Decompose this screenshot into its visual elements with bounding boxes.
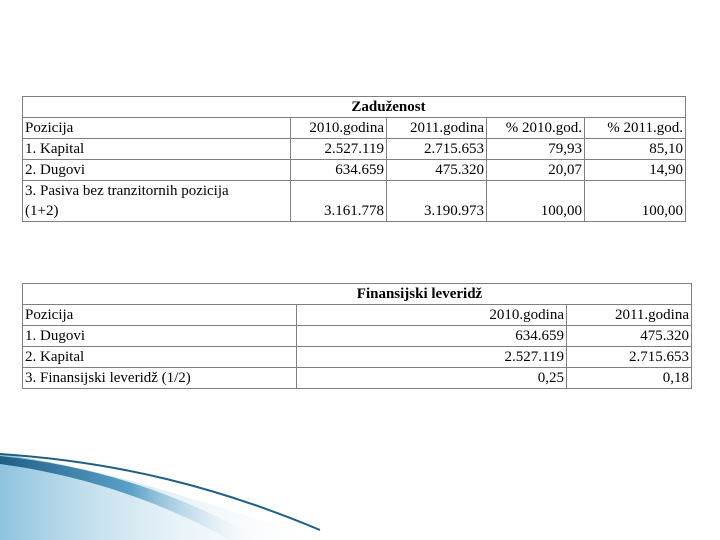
row-label: 1. Dugovi (23, 326, 297, 347)
table-header-row (23, 305, 692, 326)
indebtedness-table (22, 96, 686, 222)
table-title-row (23, 284, 692, 305)
pct-2011: 85,10 (585, 139, 686, 160)
row-label (23, 181, 291, 222)
value-2010: 3.161.778 (291, 181, 387, 222)
value-2010: 2.527.119 (297, 347, 567, 368)
empty-cell (567, 284, 692, 305)
row-label: 2. Dugovi (23, 160, 291, 181)
value-2011: 3.190.973 (387, 181, 487, 222)
table-row (23, 326, 692, 347)
header-position: Pozicija (23, 118, 291, 139)
pct-2011: 100,00 (585, 181, 686, 222)
table-header-row (23, 118, 686, 139)
value-2011: 2.715.653 (387, 139, 487, 160)
header-2011: 2011.godina (567, 305, 692, 326)
pct-2010: 100,00 (487, 181, 585, 222)
table-row (23, 139, 686, 160)
header-position: Pozicija (23, 305, 297, 326)
empty-cell (23, 284, 273, 305)
value-2010: 634.659 (297, 326, 567, 347)
financial-leverage-table (22, 283, 692, 389)
empty-cell (271, 97, 291, 118)
value-2011: 0,18 (567, 368, 692, 389)
header-2011: 2011.godina (387, 118, 487, 139)
pct-2010: 79,93 (487, 139, 585, 160)
header-pct-2010: % 2010.god. (487, 118, 585, 139)
value-2011: 475.320 (387, 160, 487, 181)
empty-cell (23, 97, 271, 118)
row-label: 1. Kapital (23, 139, 291, 160)
table-title: Zaduženost (291, 97, 487, 118)
header-2010: 2010.godina (297, 305, 567, 326)
row-label-line2: (1+2) (25, 203, 59, 219)
value-2011: 2.715.653 (567, 347, 692, 368)
table-row (23, 347, 692, 368)
pct-2011: 14,90 (585, 160, 686, 181)
table-row (23, 160, 686, 181)
row-label-line1: 3. Pasiva bez tranzitornih pozicija (25, 183, 229, 199)
pct-2010: 20,07 (487, 160, 585, 181)
row-label: 3. Finansijski leveridž (1/2) (23, 368, 297, 389)
value-2010: 634.659 (291, 160, 387, 181)
empty-cell (487, 97, 585, 118)
decorative-swoosh (0, 440, 720, 540)
value-2011: 475.320 (567, 326, 692, 347)
header-2010: 2010.godina (291, 118, 387, 139)
table-row (23, 181, 686, 222)
table-title-row (23, 97, 686, 118)
table-row (23, 368, 692, 389)
table-title: Finansijski leveridž (273, 284, 567, 305)
value-2010: 2.527.119 (291, 139, 387, 160)
row-label: 2. Kapital (23, 347, 297, 368)
value-2010: 0,25 (297, 368, 567, 389)
empty-cell (585, 97, 686, 118)
header-pct-2011: % 2011.god. (585, 118, 686, 139)
